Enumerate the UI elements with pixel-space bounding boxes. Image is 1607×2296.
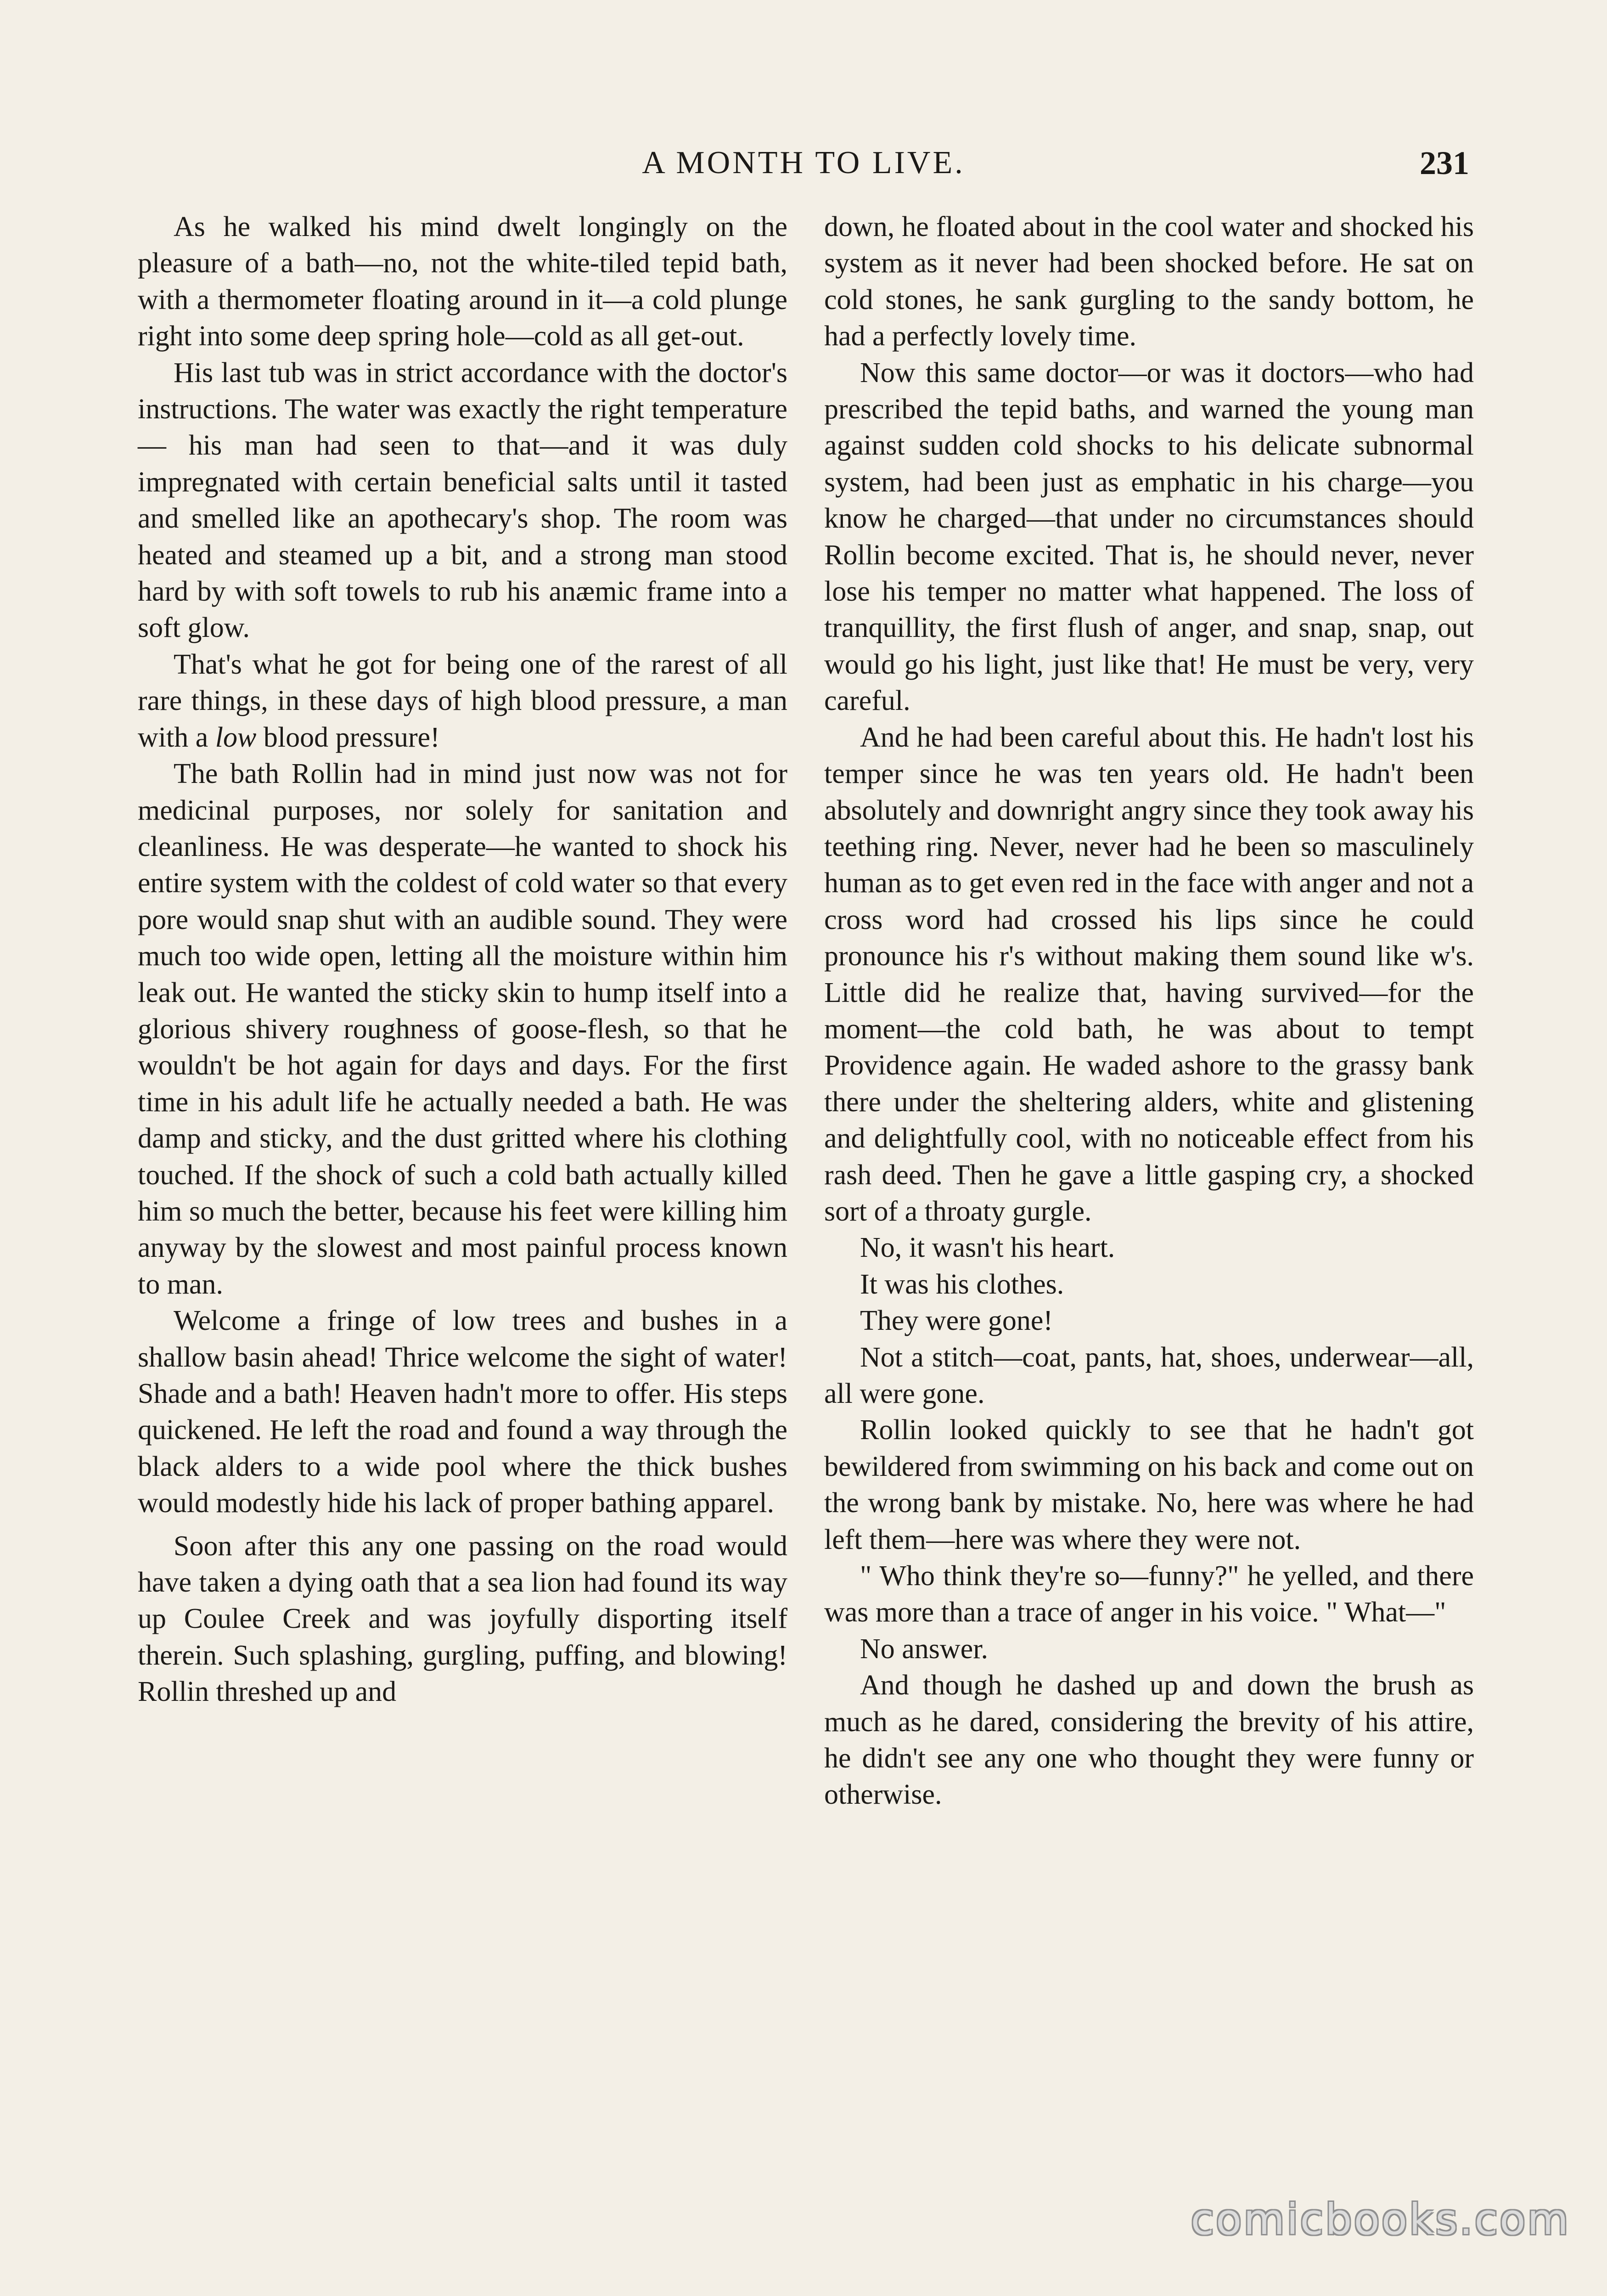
paragraph: As he walked his mind dwelt longingly on the pleasure of a bath—no, not the white-tiled tepid bath, with a thermometer floating around in it—a cold plunge right into some deep spring hole—cold as all get-out.: [138, 211, 787, 352]
right-column: [824, 209, 1474, 1813]
paragraph: Rollin looked quickly to see that he hadn't got bewildered from swimming on his back and come out on the wrong bank by mistake. No, here was where he had left them—here was where they were not.: [824, 1414, 1474, 1555]
paragraph: And he had been careful about this. He hadn't lost his temper since he was ten years old. He hadn't been absolutely and downright angry since they took away his teething ring. Never, never had he been so masculinely human as to get even red in the face with anger and not a cross word had crossed his lips since he could pronounce his r's without making them sound like w's. Little did he realize that, having survived—for the moment—the cold bath, he was about to tempt Providence again. He waded ashore to the grassy bank there under the sheltering alders, white and glistening and delightfully cool, with no noticeable effect from his rash deed. Then he gave a little gasping cry, a shocked sort of a throaty gurgle.: [824, 721, 1474, 1227]
running-head: A MONTH TO LIVE.: [642, 145, 965, 180]
page-number: 231: [1420, 145, 1469, 181]
paragraph: Not a stitch—coat, pants, hat, shoes, underwear—all, all were gone.: [824, 1341, 1474, 1409]
paragraph-text: That's what he got for being one of the rarest of all rare things, in these days of high blood pressure, a man with a: [138, 648, 787, 753]
watermark: comicbooks.com: [1191, 2195, 1570, 2244]
paragraph: [138, 647, 787, 756]
paragraph: His last tub was in strict accordance with the doctor's instructions. The water was exactly the right temperature — his man had seen to that—and it was duly impregnated with certain beneficial salts until it tasted and smelled like an apothecary's shop. The room was heated and steamed up a bit, and a strong man stood hard by with soft towels to rub his anæmic frame into a soft glow.: [138, 357, 787, 644]
page-header: [138, 133, 1469, 193]
emphasis-word: low: [215, 721, 257, 753]
paragraph: Soon after this any one passing on the road would have taken a dying oath that a sea lion had found its way up Coulee Creek and was joyfully disporting itself therein. Such splashing, gurgling, puffing, and blowing! Rollin threshed up and: [138, 1530, 787, 1708]
paragraph-text: blood pressure!: [256, 721, 440, 753]
paragraph: " Who think they're so—funny?" he yelled, and there was more than a trace of anger in his voice. " What—": [824, 1560, 1474, 1628]
paragraph: No answer.: [860, 1633, 988, 1665]
paragraph: The bath Rollin had in mind just now was not for medicinal purposes, nor solely for sanitation and cleanliness. He was desperate—he wanted to shock his entire system with the coldest of cold water so that every pore would snap shut with an audible sound. They were much too wide open, letting all the moisture within him leak out. He wanted the sticky skin to hump itself into a glorious shivery roughness of goose-flesh, so that he wouldn't be hot again for days and days. For the first time in his adult life he actually needed a bath. He was damp and sticky, and the dust gritted where his clothing touched. If the shock of such a cold bath actually killed him so much the better, because his feet were killing him anyway by the slowest and most painful process known to man.: [138, 758, 787, 1300]
paragraph: down, he floated about in the cool water and shocked his system as it never had been shocked before. He sat on cold stones, he sank gurgling to the sandy bottom, he had a perfectly lovely time.: [824, 211, 1474, 352]
paragraph: No, it wasn't his heart.: [860, 1232, 1115, 1264]
paragraph: Welcome a fringe of low trees and bushes in a shallow basin ahead! Thrice welcome the sight of water! Shade and a bath! Heaven hadn't more to offer. His steps quickened. He left the road and found a way through the black alders to a wide pool where the thick bushes would modestly hide his lack of proper bathing apparel.: [138, 1305, 787, 1519]
left-column: [138, 209, 787, 1711]
paragraph: They were gone!: [860, 1305, 1053, 1337]
paragraph: Now this same doctor—or was it doctors—who had prescribed the tepid baths, and warned the young man against sudden cold shocks to his delicate subnormal system, had been just as emphatic in his charge—you know he charged—that under no circumstances should Rollin become excited. That is, he should never, never lose his temper no matter what happened. The loss of tranquillity, the first flush of anger, and snap, snap, out would go his light, just like that! He must be very, very careful.: [824, 357, 1474, 717]
paragraph: It was his clothes.: [860, 1268, 1064, 1300]
paragraph: And though he dashed up and down the brush as much as he dared, considering the brevity of his attire, he didn't see any one who thought they were funny or otherwise.: [824, 1670, 1474, 1811]
